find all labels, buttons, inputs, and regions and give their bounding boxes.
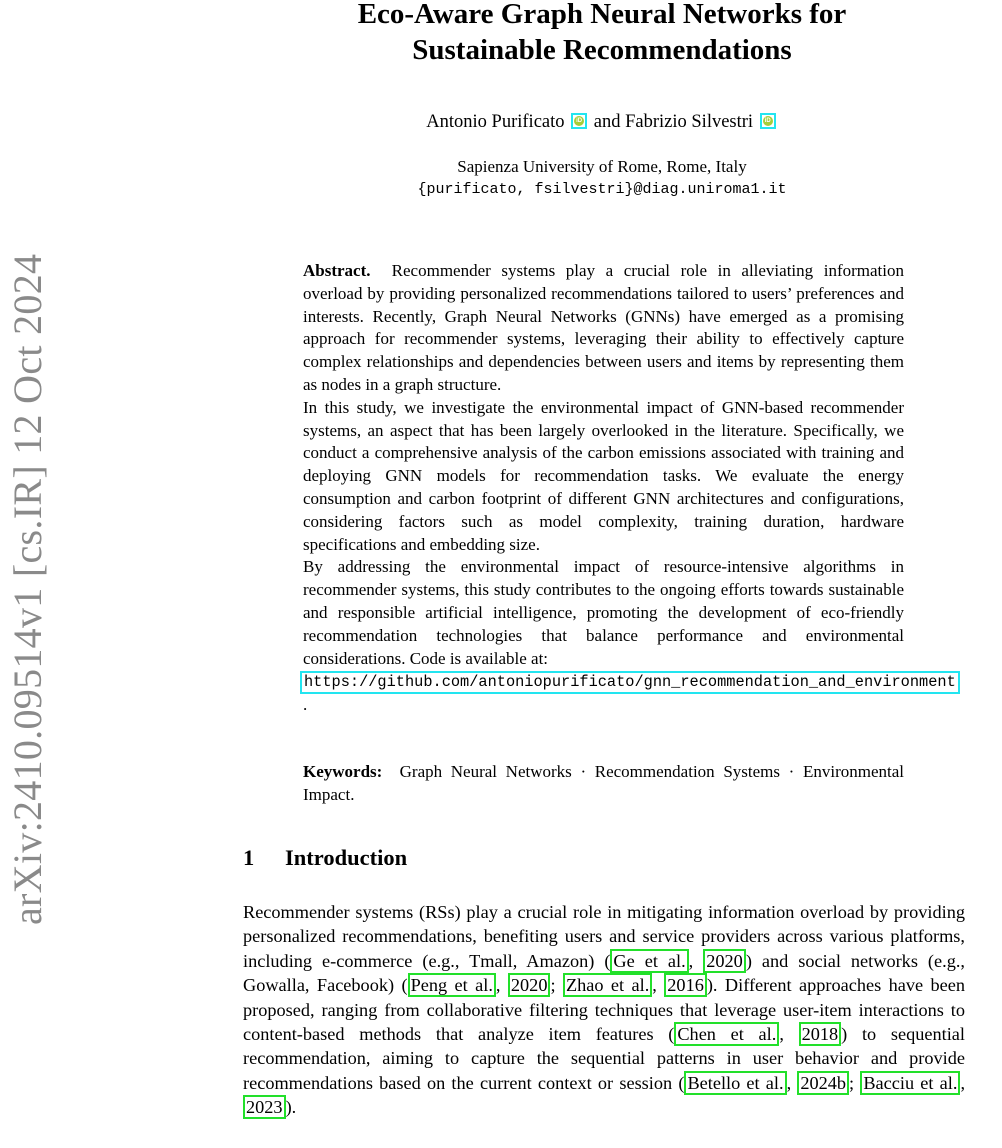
intro-text: ; [550, 975, 563, 996]
abstract-paragraph-3: By addressing the environmental impact of resource-intensive algorithms in recommender systems, this study contributes to the ongoing efforts towards sustainable and responsible artificial intelligence, promoting the development of eco-friendly recommendation technologies that balance performance and environmental considerations. Code is available at: [303, 557, 904, 668]
citation-year-link[interactable]: 2020 [508, 973, 551, 997]
citation-year-link[interactable]: 2023 [243, 1095, 286, 1119]
introduction-paragraph [243, 900, 965, 1120]
citation-comma: , [652, 975, 665, 996]
intro-text: ) to sequential recommendation, aiming to capture the sequential patterns in user behavior and provide recommendations based on the current context or session ( [243, 1024, 966, 1093]
intro-text: Recommender systems (RSs) play a crucial role in mitigating information overload by providing personalized recommendations, benefiting users and service providers across various platforms, including e-commerce (e.g., Tmall, Amazon) ( [243, 902, 965, 971]
author-emails: {purificato, fsilvestri}@diag.uniroma1.it [417, 181, 787, 198]
title-line-2: Sustainable Recommendations [412, 34, 792, 66]
orcid-icon[interactable]: iD [760, 113, 776, 129]
citation-year-link[interactable]: 2020 [703, 949, 746, 973]
authors [240, 112, 964, 133]
abstract [303, 260, 956, 717]
citation-comma: , [495, 975, 508, 996]
abstract-paragraph-1: Recommender systems play a crucial role in alleviating information overload by providing personalized recommendations tailored to users’ preferences and interests. Recently, Graph Neural Networks (GNNs) have emerged as a promising approach for recommender systems, leveraging their ability to effectively capture complex relationships and dependencies between users and items by representing them as nodes in a graph structure. [303, 261, 904, 394]
keywords-text: Graph Neural Networks · Recommendation Systems · Environmental Impact. [303, 762, 904, 804]
citation-comma: , [688, 950, 704, 971]
section-title: Introduction [285, 845, 408, 870]
intro-text: ). Different approaches have been proposed, ranging from collaborative filtering techniques that leverage user-item interactions to content-based methods that analyze item features ( [243, 975, 966, 1045]
section-heading [243, 845, 407, 871]
intro-text: ; [849, 1072, 861, 1093]
citation-link[interactable]: Bacciu et al. [860, 1071, 960, 1095]
abstract-label: Abstract. [303, 261, 371, 280]
citation-year-link[interactable]: 2016 [664, 973, 707, 997]
citation-link[interactable]: Peng et al. [408, 973, 496, 997]
keywords-label: Keywords: [303, 762, 383, 781]
title-line-1: Eco-Aware Graph Neural Networks for [357, 0, 847, 30]
author-separator: and [593, 112, 621, 132]
author-1: Antonio Purificato [426, 112, 565, 132]
citation-link[interactable]: Betello et al. [684, 1071, 786, 1095]
citation-year-link[interactable]: 2024b [797, 1071, 849, 1095]
orcid-icon[interactable]: iD [571, 113, 587, 129]
citation-year-link[interactable]: 2018 [799, 1022, 842, 1046]
paper-title [240, 0, 964, 68]
citation-link[interactable]: Chen et al. [674, 1022, 779, 1046]
abstract-paragraph-2: In this study, we investigate the environmental impact of GNN-based recommender systems, an aspect that has been largely overlooked in the literature. Specifically, we conduct a comprehensive analysis of the carbon emissions associated with training and deploying GNN models for recommendation tasks. We evaluate the energy consumption and carbon footprint of different GNN architectures and configurations, considering factors such as model complexity, training duration, hardware specifications and embedding size. [303, 397, 904, 554]
citation-comma: , [779, 1024, 799, 1045]
intro-text: ). [285, 1097, 297, 1118]
section-number: 1 [243, 845, 255, 870]
affiliation: Sapienza University of Rome, Rome, Italy [457, 157, 747, 176]
citation-comma: , [786, 1072, 798, 1093]
url-period: . [303, 695, 308, 715]
citation-link[interactable]: Zhao et al. [563, 973, 652, 997]
code-url-link[interactable]: https://github.com/antoniopurificato/gnn_recommendation_and_environment [300, 671, 960, 694]
citation-comma: , [960, 1072, 966, 1093]
intro-text: ) and social networks (e.g., Gowalla, Facebook) ( [243, 950, 965, 996]
author-2: Fabrizio Silvestri [625, 112, 754, 132]
arxiv-stamp: arXiv:2410.09514v1 [cs.IR] 12 Oct 2024 [5, 253, 50, 925]
keywords [303, 760, 904, 806]
citation-link[interactable]: Ge et al. [610, 949, 688, 973]
